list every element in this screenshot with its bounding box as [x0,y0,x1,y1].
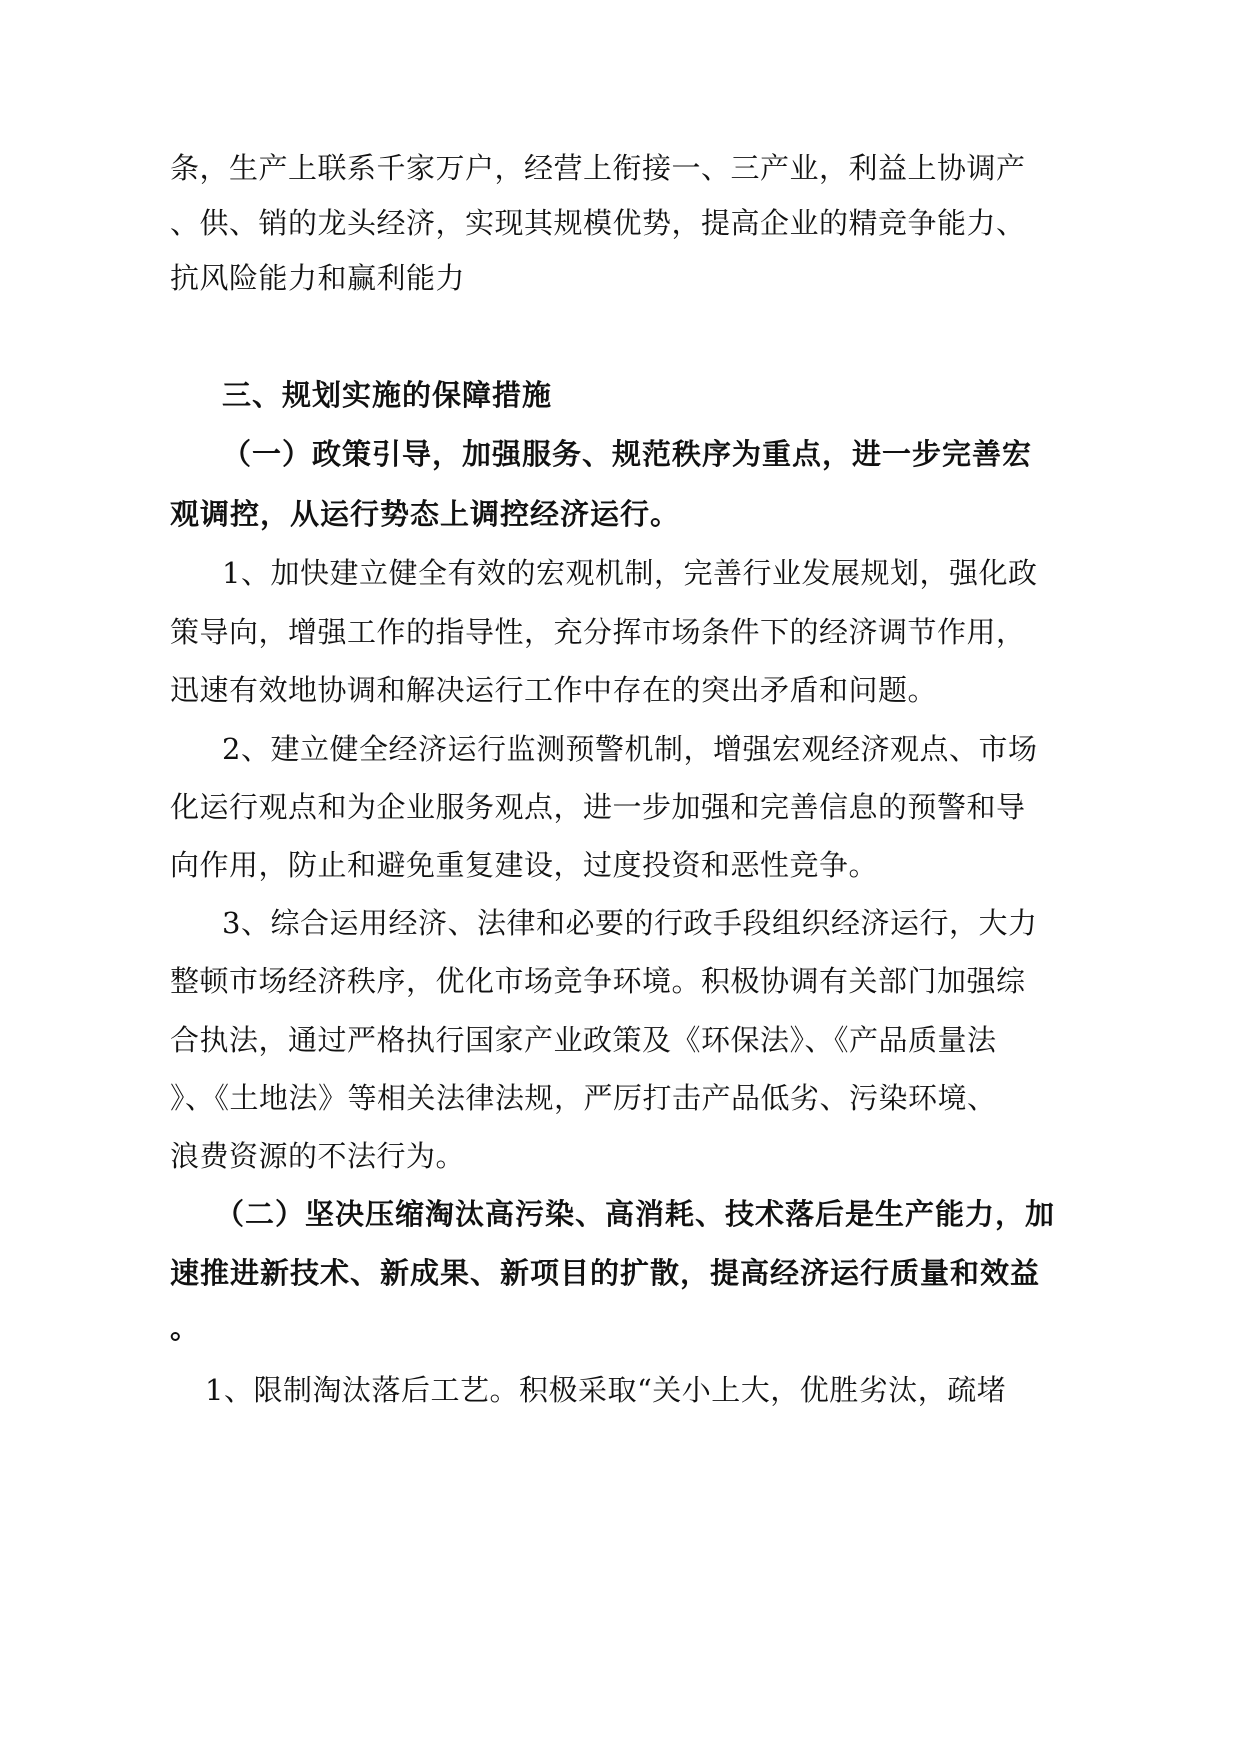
intro-line-2: 、供、销的龙头经济，实现其规模优势，提高企业的精竞争能力、 [170,206,1026,240]
item-1-line-2: 策导向，增强工作的指导性，充分挥市场条件下的经济调节作用， [170,615,1026,649]
item-3-line-1: 3、综合运用经济、法律和必要的行政手段组织经济运行，大力 [222,906,1038,940]
item-4-line-1: 1、限制淘汰落后工艺。积极采取“关小上大，优胜劣汰，疏堵 [205,1373,1007,1407]
item-2-line-3: 向作用，防止和避免重复建设，过度投资和恶性竞争。 [170,848,879,882]
item-2-line-2: 化运行观点和为企业服务观点，进一步加强和完善信息的预警和导 [170,790,1026,824]
item-3-line-3: 合执法，通过严格执行国家产业政策及《环保法》、《产品质量法 [170,1023,997,1057]
item-3-line-4: 》、《土地法》等相关法律法规，严厉打击产品低劣、污染环境、 [170,1081,997,1115]
item-1-line-3: 迅速有效地协调和解决运行工作中存在的突出矛盾和问题。 [170,673,938,707]
item-1-line-1: 1、加快建立健全有效的宏观机制，完善行业发展规划，强化政 [222,556,1038,590]
subsection-2-line-2: 速推进新技术、新成果、新项目的扩散，提高经济运行质量和效益 [170,1256,1041,1290]
intro-line-1: 条，生产上联系千家万户，经营上衔接一、三产业，利益上协调产 [170,151,1026,185]
item-3-line-5: 浪费资源的不法行为。 [170,1139,466,1173]
subsection-2-line-3: 。 [170,1311,201,1345]
section-heading: 三、规划实施的保障措施 [222,378,553,412]
item-3-line-2: 整顿市场经济秩序，优化市场竞争环境。积极协调有关部门加强综 [170,964,1026,998]
subsection-1-line-1: （一）政策引导，加强服务、规范秩序为重点，进一步完善宏 [222,437,1033,471]
subsection-1-line-2: 观调控，从运行势态上调控经济运行。 [170,497,681,531]
item-2-line-1: 2、建立健全经济运行监测预警机制，增强宏观经济观点、市场 [222,732,1038,766]
intro-line-3: 抗风险能力和赢利能力 [170,261,466,295]
subsection-2-line-1: （二）坚决压缩淘汰高污染、高消耗、技术落后是生产能力，加 [215,1197,1056,1231]
